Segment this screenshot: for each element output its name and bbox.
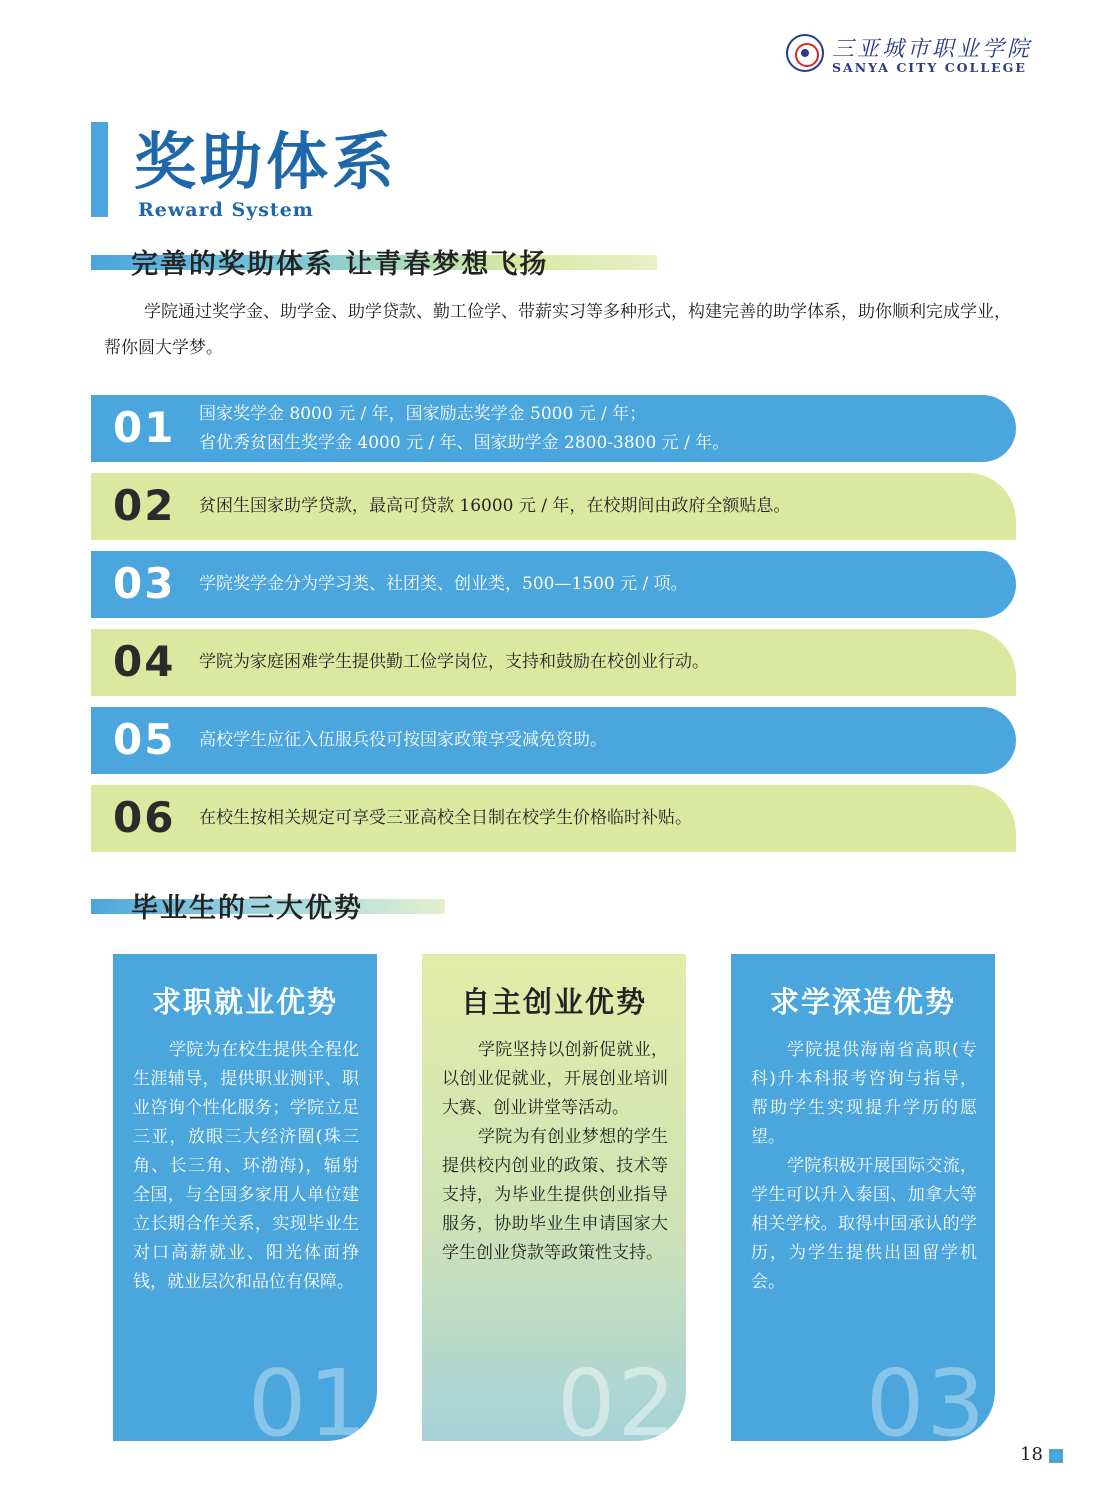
reward-line: 高校学生应征入伍服兵役可按国家政策享受减免资助。 <box>199 730 607 750</box>
reward-number: 01 <box>113 403 176 452</box>
card-paragraph: 学院坚持以创新促就业，以创业促就业，开展创业培训大赛、创业讲堂等活动。 <box>442 1040 668 1118</box>
page-subtitle: Reward System <box>138 199 314 221</box>
card-body <box>442 1036 668 1268</box>
reward-description <box>199 629 999 696</box>
reward-item-04 <box>91 629 1016 696</box>
page-title: 奖助体系 <box>134 125 399 198</box>
reward-description <box>199 785 999 852</box>
reward-number: 04 <box>113 637 176 686</box>
card-body <box>133 1036 359 1297</box>
advantage-card-further-study <box>731 954 995 1441</box>
reward-line: 学院为家庭困难学生提供勤工俭学岗位，支持和鼓励在校创业行动。 <box>199 652 709 672</box>
card-number: 01 <box>247 1350 369 1441</box>
card-paragraph: 学院为有创业梦想的学生提供校内创业的政策、技术等支持，为毕业生提供创业指导服务，协助毕业生申请国家大学生创业贷款等政策性支持。 <box>442 1127 668 1263</box>
reward-item-01 <box>91 395 1016 462</box>
section-heading-text: 完善的奖助体系 让青春梦想飞扬 <box>131 249 549 280</box>
card-paragraph: 学院积极开展国际交流，学生可以升入泰国、加拿大等相关学校。取得中国承认的学历，为学生提供出国留学机会。 <box>751 1156 977 1292</box>
reward-description <box>199 473 999 540</box>
reward-list <box>91 395 1016 863</box>
reward-number: 06 <box>113 793 176 842</box>
reward-line: 在校生按相关规定可享受三亚高校全日制在校学生价格临时补贴。 <box>199 808 692 828</box>
college-logo <box>786 32 1033 78</box>
reward-number: 05 <box>113 715 176 764</box>
title-accent-bar <box>91 122 108 217</box>
reward-line: 国家奖学金 8000 元 / 年，国家励志奖学金 5000 元 / 年； <box>199 403 647 424</box>
reward-line: 学院奖学金分为学习类、社团类、创业类，500—1500 元 / 项。 <box>199 574 688 594</box>
page-number-marker <box>1049 1449 1063 1463</box>
reward-description <box>199 707 999 774</box>
reward-item-02 <box>91 473 1016 540</box>
reward-number: 03 <box>113 559 176 608</box>
card-number: 03 <box>865 1350 987 1441</box>
reward-item-05 <box>91 707 1016 774</box>
card-paragraph: 学院为在校生提供全程化生涯辅导，提供职业测评、职业咨询个性化服务；学院立足三亚，放眼三大经济圈(珠三角、长三角、环渤海)，辐射全国，与全国多家用人单位建立长期合作关系，实现毕业生对口高薪就业、阳光体面挣钱，就业层次和品位有保障。 <box>133 1040 359 1292</box>
card-number: 02 <box>556 1350 678 1441</box>
reward-item-03 <box>91 551 1016 618</box>
card-title: 自主创业优势 <box>460 985 647 1019</box>
intro-paragraph: 学院通过奖学金、助学金、助学贷款、勤工俭学、带薪实习等多种形式，构建完善的助学体系，助你顺利完成学业，帮你圆大学梦。 <box>104 302 1011 358</box>
reward-line: 省优秀贫困生奖学金 4000 元 / 年、国家助学金 2800-3800 元 / 年。 <box>199 432 730 453</box>
section-heading-text: 毕业生的三大优势 <box>131 893 363 924</box>
reward-description <box>199 551 999 618</box>
card-body <box>751 1036 977 1297</box>
reward-number: 02 <box>113 481 176 530</box>
card-paragraph: 学院提供海南省高职(专科)升本科报考咨询与指导，帮助学生实现提升学历的愿望。 <box>751 1040 977 1147</box>
section-heading-graduate-advantages <box>91 886 451 926</box>
reward-line: 贫困生国家助学贷款，最高可贷款 16000 元 / 年，在校期间由政府全额贴息。 <box>199 496 791 516</box>
logo-english-name: SANYA CITY COLLEGE <box>832 60 1027 75</box>
advantage-card-entrepreneurship <box>422 954 686 1441</box>
card-title: 求职就业优势 <box>151 985 338 1019</box>
reward-description <box>199 395 999 462</box>
college-emblem-icon <box>786 34 824 72</box>
page-number: 18 <box>1020 1444 1043 1465</box>
advantage-card-employment <box>113 954 377 1441</box>
logo-chinese-name: 三亚城市职业学院 <box>832 37 1033 62</box>
section-heading-reward-system <box>91 242 661 282</box>
reward-item-06 <box>91 785 1016 852</box>
card-title: 求学深造优势 <box>769 985 956 1019</box>
